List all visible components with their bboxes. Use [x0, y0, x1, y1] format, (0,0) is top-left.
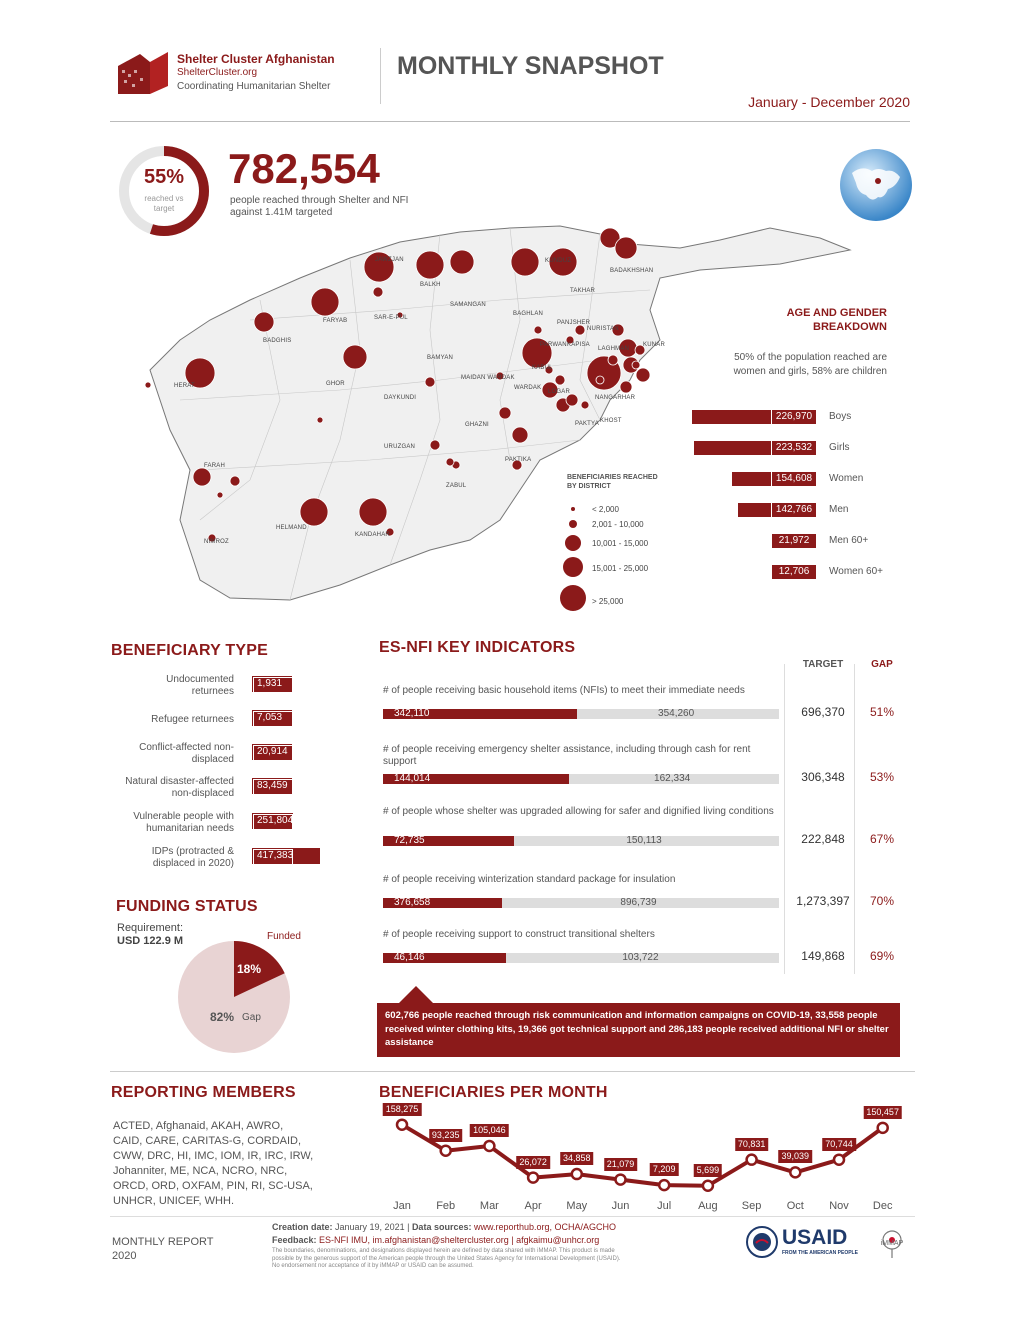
district-bubble — [373, 287, 383, 297]
members-line: ACTED, Afghanaid, AKAH, AWRO, — [113, 1120, 284, 1132]
monthly-point — [703, 1181, 713, 1191]
map-label: FARAH — [204, 463, 226, 469]
indicator-gap: 69% — [869, 949, 895, 963]
monthly-axis-label: Jul — [657, 1200, 672, 1212]
label-line: Vulnerable people with — [133, 811, 234, 822]
gap-label: Gap — [242, 1012, 261, 1023]
usaid-seal-icon — [746, 1226, 778, 1258]
map-label: HELMAND — [276, 525, 307, 531]
label-line: displaced in 2020) — [152, 858, 234, 869]
map-label: URUZGAN — [384, 444, 416, 450]
map-label: KABUL — [532, 365, 553, 371]
monthly-data-label: 34,858 — [560, 1152, 594, 1165]
map-label: SAR-E-PUL — [374, 315, 408, 321]
monthly-data-label: 158,275 — [383, 1103, 422, 1116]
monthly-data-label: 39,039 — [779, 1150, 813, 1163]
beneficiary-type-value: 251,804 — [257, 815, 294, 826]
district-bubble — [145, 382, 151, 388]
district-bubble — [230, 476, 240, 486]
monthly-data-label: 70,831 — [735, 1138, 769, 1151]
monthly-data-label: 7,209 — [650, 1163, 679, 1176]
monthly-axis-label: Mar — [479, 1200, 499, 1212]
district-bubble — [425, 377, 435, 387]
funding-pie — [177, 940, 291, 1054]
members-line: Johanniter, ME, NCA, NCRO, NRC, — [113, 1165, 288, 1177]
monthly-data-label: 26,072 — [516, 1156, 550, 1169]
district-bubble — [596, 376, 604, 384]
footer-disclaimer — [272, 1248, 732, 1271]
indicators-title: ES-NFI KEY INDICATORS — [379, 639, 576, 656]
map-label: BADAKHSHAN — [610, 268, 654, 274]
map-label: BADGHIS — [263, 338, 292, 344]
funding-req-label: Requirement: — [117, 922, 184, 934]
label-line: Conflict-affected non- — [139, 742, 234, 753]
indicator-reached: 144,014 — [394, 773, 431, 784]
map-label: NURISTAN — [587, 326, 619, 332]
immap-logo: iMMAP — [880, 1240, 904, 1247]
monthly-axis-label: Dec — [872, 1200, 893, 1212]
monthly-axis-label: Aug — [698, 1200, 718, 1212]
map-label: HERAT — [174, 383, 195, 389]
page-title: MONTHLY SNAPSHOT — [397, 52, 664, 80]
funding-req-value: USD 122.9 M — [117, 935, 184, 947]
org-tagline: Coordinating Humanitarian Shelter — [177, 81, 331, 92]
district-bubble — [254, 312, 274, 332]
age-gender-label: Women 60+ — [829, 566, 884, 577]
monthly-point — [397, 1120, 407, 1130]
indicator-remaining: 896,739 — [620, 897, 657, 908]
map-label: PAKTYA — [575, 421, 599, 427]
indicator-text: # of people receiving emergency shelter assistance, including through cash for rent support — [383, 744, 751, 767]
label-line: displaced — [191, 754, 234, 765]
legend-item: 2,001 - 10,000 — [592, 520, 644, 529]
district-bubble — [575, 325, 585, 335]
monthly-data-label: 105,046 — [470, 1124, 509, 1137]
age-gender-value: 223,532 — [771, 440, 817, 456]
reached-caption-2: against 1.41M targeted — [230, 207, 333, 218]
sources-value[interactable]: www.reporthub.org, OCHA/AGCHO — [473, 1222, 617, 1232]
indicator-remaining: 354,260 — [658, 708, 695, 719]
target-header: TARGET — [802, 659, 844, 670]
age-gender-label: Girls — [829, 442, 850, 453]
beneficiary-type-label — [106, 714, 234, 726]
district-bubble — [555, 375, 565, 385]
covid-callout-text: 602,766 people reached through risk communication and information campaigns on COVID-19, 33,558 people received winter clothing kits, 19,366 got technical support and 286,183 people received additional NFI or shelter assistance — [385, 1010, 889, 1048]
org-name: Shelter Cluster Afghanistan — [177, 52, 335, 66]
district-bubble — [193, 468, 211, 486]
map-label: GHOR — [326, 381, 345, 387]
age-gender-label: Men 60+ — [829, 535, 869, 546]
indicator-reached: 376,658 — [394, 897, 431, 908]
district-bubble — [499, 407, 511, 419]
map-label: TAKHAR — [570, 288, 596, 294]
label-line: returnees — [191, 686, 234, 697]
creation-value: January 19, 2021 — [335, 1222, 405, 1232]
legend-item: 10,001 - 15,000 — [592, 539, 649, 548]
map-label: LOGAR — [548, 389, 571, 395]
indicator-target: 1,273,397 — [796, 894, 850, 908]
indicator-target: 149,868 — [801, 949, 845, 963]
district-bubble — [446, 458, 454, 466]
district-bubble — [430, 440, 440, 450]
beneficiary-type-value: 1,931 — [257, 678, 283, 689]
district-bubble — [581, 401, 589, 409]
map-label: PARWAN — [540, 342, 567, 348]
district-bubble — [636, 368, 650, 382]
map-label: KAPISA — [567, 342, 590, 348]
map-label: KHOST — [600, 418, 622, 424]
age-gender-note-1: 50% of the population reached are — [734, 352, 887, 363]
monthly-point — [790, 1167, 800, 1177]
map-label: MAIDAN WARDAK — [461, 375, 515, 381]
members-line: UNHCR, UNICEF, WHH. — [113, 1195, 234, 1207]
district-bubble — [512, 427, 528, 443]
legend-item: 15,001 - 25,000 — [592, 564, 649, 573]
shelter-cluster-logo — [114, 48, 172, 98]
label-line: Undocumented — [166, 674, 234, 685]
age-gender-title-1: AGE AND GENDER — [786, 307, 887, 319]
beneficiary-type-value: 7,053 — [257, 712, 283, 723]
monthly-point — [878, 1123, 888, 1133]
district-bubble — [416, 251, 444, 279]
indicator-remaining: 162,334 — [654, 773, 691, 784]
map-label: JAWZJAN — [375, 257, 404, 263]
age-gender-title-2: BREAKDOWN — [813, 321, 887, 333]
age-gender-label: Boys — [829, 411, 852, 422]
map-label: NIMROZ — [204, 539, 229, 545]
indicator-gap: 70% — [869, 894, 895, 908]
org-url[interactable]: ShelterCluster.org — [177, 67, 258, 78]
reached-total: 782,554 — [228, 145, 380, 192]
map-label: KUNDUZ — [545, 258, 572, 264]
legend-item: < 2,000 — [592, 505, 619, 514]
district-bubble — [450, 250, 474, 274]
monthly-data-label: 70,744 — [822, 1138, 856, 1151]
age-gender-value: 154,608 — [771, 471, 817, 487]
label-line: Natural disaster-affected — [125, 776, 234, 787]
reach-percent: 55% — [143, 166, 185, 188]
gap-header: GAP — [871, 659, 893, 670]
monthly-point — [834, 1155, 844, 1165]
monthly-axis-label: Jan — [393, 1200, 411, 1212]
monthly-point — [528, 1173, 538, 1183]
feedback-value[interactable]: ES-NFI IMU, im.afghanistan@sheltercluster.org | afgkaimu@unhcr.org — [319, 1235, 600, 1245]
legend-item: > 25,000 — [592, 597, 624, 606]
monthly-axis-label: Sep — [741, 1200, 762, 1212]
monthly-point — [484, 1141, 494, 1151]
map-label: WARDAK — [514, 385, 542, 391]
map-label: BAMYAN — [427, 355, 454, 361]
beneficiary-type-title: BENEFICIARY TYPE — [111, 642, 269, 659]
indicator-text: # of people receiving support to construct transitional shelters — [383, 929, 655, 940]
district-bubble — [632, 361, 640, 369]
map-label: BAGHLAN — [513, 311, 544, 317]
beneficiary-type-value: 20,914 — [257, 746, 288, 757]
creation-label: Creation date: — [272, 1222, 333, 1232]
map-label: GHAZNI — [465, 422, 489, 428]
district-bubble — [317, 417, 323, 423]
district-bubble — [359, 498, 387, 526]
indicator-text: # of people receiving basic household items (NFIs) to meet their immediate needs — [383, 685, 745, 696]
beneficiary-type-label — [106, 776, 234, 800]
monthly-data-label: 150,457 — [863, 1106, 902, 1119]
district-bubble — [566, 394, 578, 406]
indicator-reached: 72,735 — [394, 835, 425, 846]
age-gender-value: 142,766 — [771, 502, 817, 518]
beneficiary-type-value: 417,383 — [257, 850, 294, 861]
legend-title-2: BY DISTRICT — [567, 483, 611, 490]
map-label: BALKH — [420, 282, 441, 288]
funding-title: FUNDING STATUS — [116, 898, 258, 915]
beneficiary-type-label — [106, 742, 234, 766]
monthly-data-label: 93,235 — [429, 1129, 463, 1142]
label-line: non-displaced — [171, 788, 234, 799]
beneficiary-type-label — [106, 846, 234, 870]
age-gender-label: Women — [829, 473, 864, 484]
monthly-axis-label: Apr — [524, 1200, 542, 1212]
monthly-point — [616, 1175, 626, 1185]
beneficiary-type-label — [106, 674, 234, 698]
map-label: KUNAR — [643, 342, 666, 348]
monthly-axis-label: Feb — [436, 1200, 456, 1212]
label-line: IDPs (protracted & — [151, 846, 234, 857]
globe-icon — [838, 147, 914, 223]
indicator-remaining: 103,722 — [622, 952, 659, 963]
district-bubble — [534, 326, 542, 334]
monthly-data-label: 21,079 — [604, 1158, 638, 1171]
usaid-sub: FROM THE AMERICAN PEOPLE — [782, 1250, 858, 1256]
funded-label: Funded — [267, 931, 301, 942]
map-label: NANGARHAR — [595, 395, 636, 401]
header-divider — [380, 48, 381, 104]
members-line: ORCD, ORD, OXFAM, PIN, RI, SC-USA, — [113, 1180, 313, 1192]
funded-pct: 18% — [237, 962, 262, 976]
header-rule — [110, 121, 910, 122]
indicator-target: 222,848 — [801, 832, 845, 846]
monthly-axis-label: Oct — [786, 1200, 804, 1212]
map-label: DAYKUNDI — [384, 395, 417, 401]
footer-feedback — [272, 1235, 599, 1245]
district-bubble — [615, 237, 637, 259]
indicator-text: # of people whose shelter was upgraded allowing for safer and dignified living conditions — [383, 806, 774, 817]
monthly-axis-label: Nov — [829, 1200, 849, 1212]
footer-creation: Creation date: January 19, 2021 | Data sources: www.reporthub.org, OCHA/AGCHO — [272, 1222, 617, 1232]
period: January - December 2020 — [748, 94, 910, 110]
indicator-gap: 53% — [869, 770, 895, 784]
indicator-text: # of people receiving winterization standard package for insulation — [383, 874, 676, 885]
members-line: CWW, DRC, HI, IMC, IOM, IR, IRC, IRW, — [113, 1150, 314, 1162]
map-label: KANDAHAR — [355, 532, 390, 538]
map-label: PANJSHER — [557, 320, 591, 326]
monthly-point — [441, 1146, 451, 1156]
indicator-gap: 67% — [869, 832, 895, 846]
usaid-logo: USAID — [782, 1226, 848, 1249]
map-label: PAKTIKA — [505, 457, 532, 463]
gap-pct: 82% — [210, 1010, 235, 1024]
indicator-remaining: 150,113 — [626, 835, 662, 846]
monthly-chart-title: BENEFICIARIES PER MONTH — [379, 1084, 608, 1101]
footer-rule — [110, 1216, 915, 1217]
indicator-reached: 46,146 — [394, 952, 425, 963]
district-bubble — [217, 492, 223, 498]
disclaimer-line: The boundaries, denominations, and designations displayed herein are defined by data shared with iMMAP. This product is made — [272, 1248, 615, 1254]
monthly-point — [572, 1169, 582, 1179]
monthly-point — [747, 1155, 757, 1165]
indicator-target: 696,370 — [801, 705, 845, 719]
disclaimer-line: No endorsement nor acceptance of it by iMMAP or USAID can be assumed. — [272, 1263, 474, 1269]
members-list — [113, 1119, 313, 1209]
district-bubble — [511, 248, 539, 276]
indicator-gap: 51% — [869, 705, 895, 719]
age-gender-value: 12,706 — [771, 564, 817, 580]
beneficiary-type-value: 83,459 — [257, 780, 288, 791]
map-label: SAMANGAN — [450, 302, 486, 308]
disclaimer-line: possible by the generous support of the American people through the United States Agency for International Development (USAID). — [272, 1255, 621, 1262]
indicator-target: 306,348 — [801, 770, 845, 784]
footer-report-2: 2020 — [112, 1250, 137, 1262]
monthly-data-label: 5,699 — [694, 1164, 723, 1177]
age-gender-note-2: women and girls, 58% are children — [733, 366, 887, 377]
district-bubble — [620, 381, 632, 393]
district-bubble — [608, 355, 618, 365]
map-label: FARYAB — [323, 318, 348, 324]
section-rule — [110, 1071, 915, 1072]
map-label: ZABUL — [446, 483, 467, 489]
reach-caption: reached vs target — [144, 194, 184, 213]
district-bubble — [343, 345, 367, 369]
indicator-reached: 342,110 — [394, 708, 430, 719]
sources-label: Data sources: — [411, 1222, 472, 1232]
age-gender-value: 21,972 — [771, 533, 817, 549]
label-line: humanitarian needs — [146, 823, 234, 834]
members-title: REPORTING MEMBERS — [111, 1084, 296, 1101]
members-line: CAID, CARE, CARITAS-G, CORDAID, — [113, 1135, 302, 1147]
footer-report-1: MONTHLY REPORT — [112, 1236, 214, 1248]
reached-caption-1: people reached through Shelter and NFI — [230, 195, 409, 206]
legend-title-1: BENEFICIARIES REACHED — [567, 474, 658, 481]
covid-callout — [377, 1003, 900, 1057]
age-gender-label: Men — [829, 504, 849, 515]
district-bubble — [311, 288, 339, 316]
feedback-label: Feedback: — [272, 1235, 317, 1245]
beneficiary-type-label — [106, 811, 234, 835]
map-label: LAGHMAN — [598, 346, 630, 352]
monthly-axis-label: Jun — [611, 1200, 630, 1212]
district-bubble — [300, 498, 328, 526]
age-gender-value: 226,970 — [771, 409, 817, 425]
callout-pointer — [398, 986, 434, 1004]
monthly-point — [659, 1180, 669, 1190]
monthly-axis-label: May — [566, 1200, 588, 1212]
label-line: Refugee returnees — [151, 714, 234, 725]
